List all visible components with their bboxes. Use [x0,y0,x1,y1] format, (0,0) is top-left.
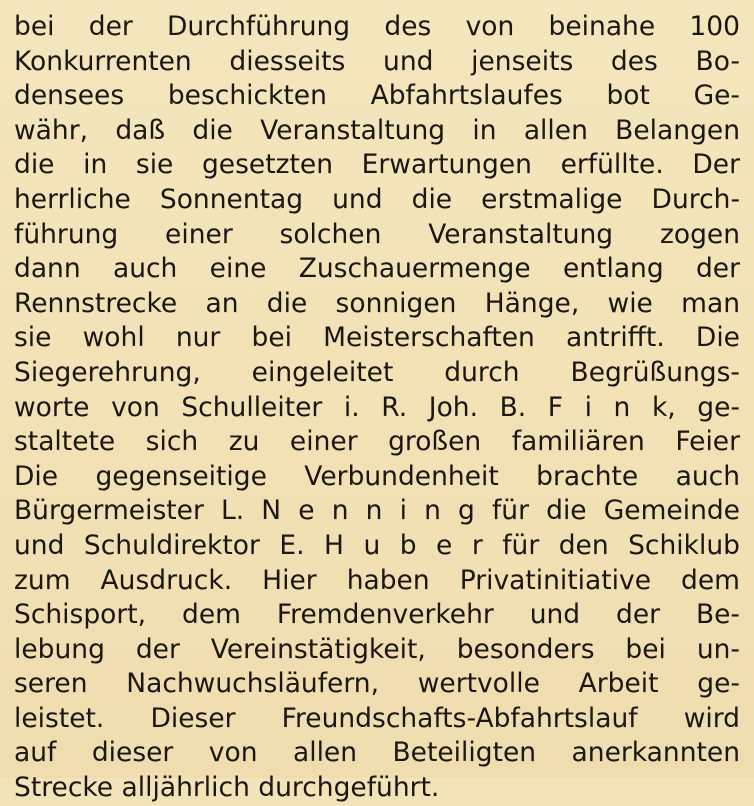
text-line: und Schuldirektor E. H u b e r für den Schiklub [14,529,740,561]
article-text [14,10,740,806]
text-line: Konkurrenten diesseits und jenseits des Bo- [14,45,740,77]
text-line: zum Ausdruck. Hier haben Privatinitiative dem [14,564,740,596]
text-line: Die gegenseitige Verbundenheit brachte auch [14,460,740,492]
text-line: führung einer solchen Veranstaltung zogen [14,218,740,250]
text-line: bei der Durchführung des von beinahe 100 [14,11,740,42]
text-line: seren Nachwuchsläufern, wertvolle Arbeit ge- [14,668,740,700]
text-line: dann auch eine Zuschauermenge entlang der [14,253,740,285]
text-line: Schisport, dem Fremdenverkehr und der Be- [14,599,740,631]
text-line: leistet. Dieser Freundschafts-Abfahrtslauf wird [14,702,740,734]
text-line: auf dieser von allen Beteiligten anerkannten [14,737,740,769]
text-line: Siegerehrung, eingeleitet durch Begrüßungs- [14,356,740,388]
text-line-last: Strecke alljährlich durchgeführt. [14,772,440,804]
text-line: Bürgermeister L. N e n n i n g für die Gemeinde [14,495,740,527]
text-line: staltete sich zu einer großen familiären Feier [14,426,740,458]
text-line: sie wohl nur bei Meisterschaften antrifft. Die [14,322,740,354]
text-line: herrliche Sonnentag und die erstmalige Durch- [14,183,740,215]
text-line: Rennstrecke an die sonnigen Hänge, wie man [14,287,740,319]
text-line: worte von Schulleiter i. R. Joh. B. F i n k, ge- [14,391,740,423]
text-line: die in sie gesetzten Erwartungen erfüllte. Der [14,149,740,181]
text-line: währ, daß die Veranstaltung in allen Belangen [14,114,740,146]
text-line: lebung der Vereinstätigkeit, besonders bei un- [14,633,740,665]
text-line: densees beschickten Abfahrtslaufes bot Ge- [14,80,740,112]
